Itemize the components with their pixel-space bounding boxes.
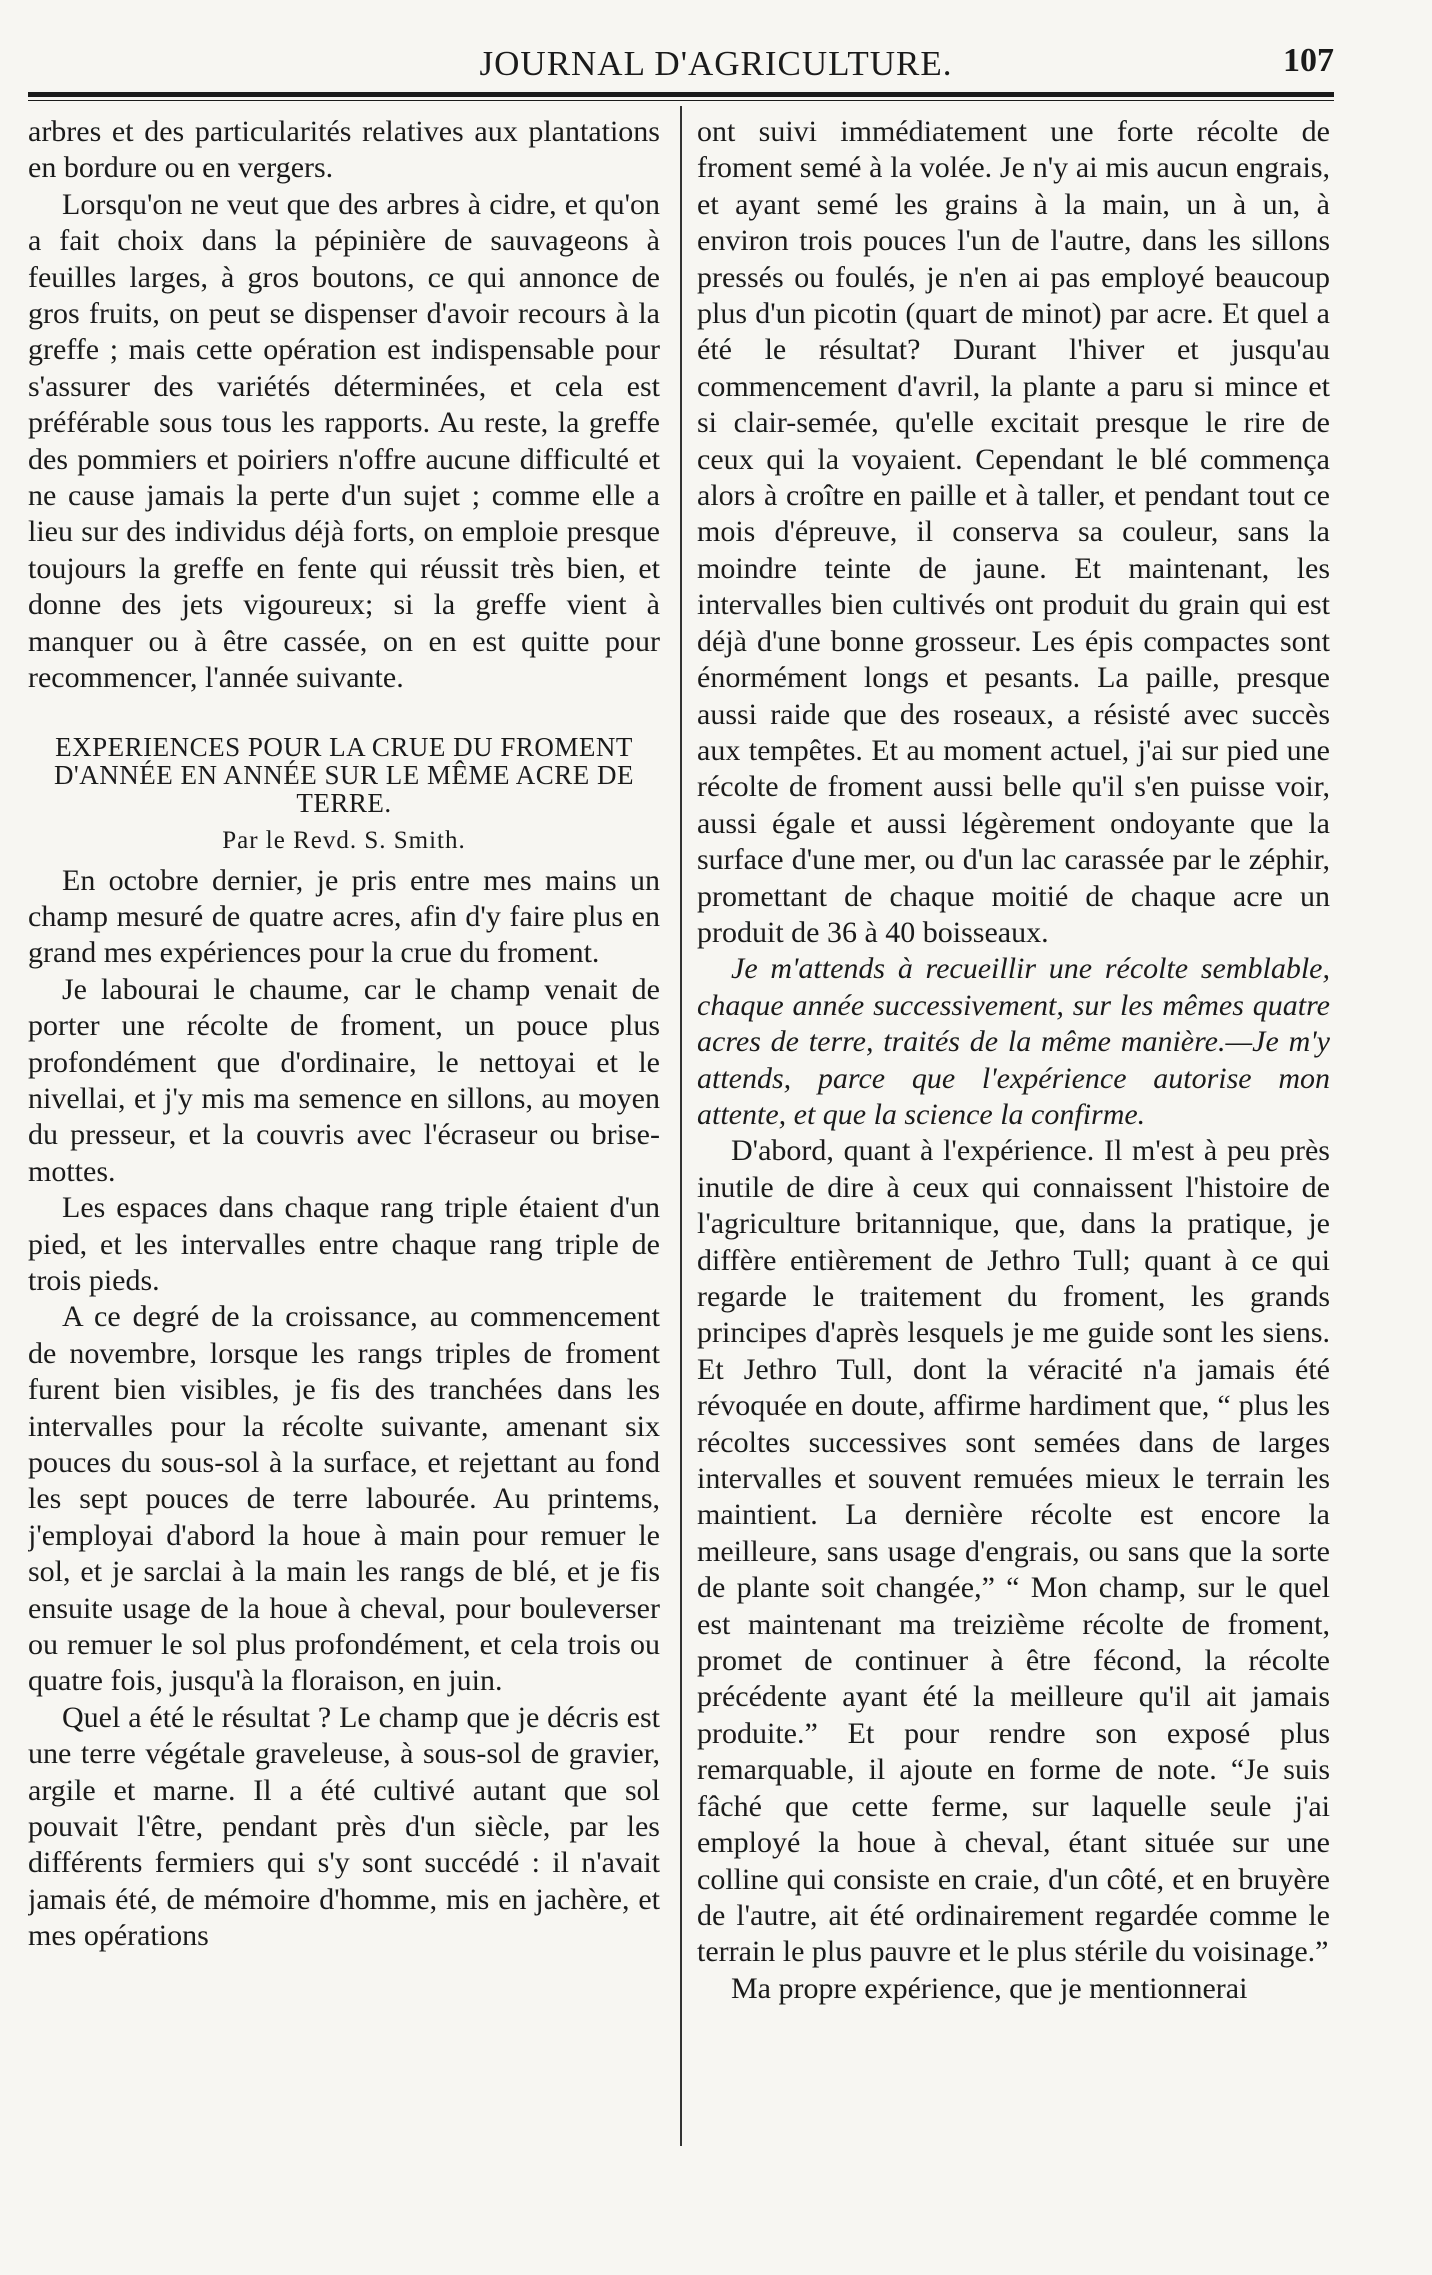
right-column bbox=[697, 114, 1330, 2154]
column-divider bbox=[680, 106, 682, 2146]
header-rule-thick bbox=[28, 92, 1334, 97]
paragraph-experience: D'abord, quant à l'expérience. Il m'est à peu près inutile de dire à ceux qui connaissent l'histoire de l'agriculture britannique, que, dans la pratique, je diffère entièrement de Jethro Tull; quant à ce qui regarde le traitement du froment, les grands principes d'après lesquels je me guide sont les siens. Et Jethro Tull, dont la véracité n'a jamais été révoquée en doute, affirme hardiment que, “ plus les récoltes successives sont semées dans de larges intervalles et souvent remuées mieux le terrain les maintient. La dernière récolte est encore la meilleure, sans usage d'engrais, ou sans que la sorte de plante soit changée,” “ Mon champ, sur le quel est maintenant ma treizième récolte de froment, promet de continuer à être fécond, la récolte précédente ayant été la meilleure qu'il ait jamais produite.” Et pour rendre son exposé plus remarquable, il ajoute en forme de note. “Je suis fâché que cette ferme, sur laquelle seule j'ai employé la houe à cheval, étant située sur une colline qui consiste en craie, d'un côté, et en bruyère de l'autre, ait été ordinairement regardée comme le terrain le plus pauvre et le plus stérile du voisinage.” bbox=[697, 1134, 1330, 1969]
paragraph-espaces: Les espaces dans chaque rang triple étaient d'un pied, et les intervalles entre chaque rang triple de trois pieds. bbox=[28, 1191, 660, 1297]
paragraph-croissance: A ce degré de la croissance, au commencement de novembre, lorsque les rangs triples de froment furent bien visibles, je fis des tranchées dans les intervalles pour la récolte suivante, amenant six pouces du sous-sol à la surface, et rejettant au fond les sept pouces de terre labourée. Au printems, j'employai d'abord la houe à main pour remuer le sol, et je sarclai à la main les rangs de blé, et je fis ensuite usage de la houe à cheval, pour bouleverser ou remuer le sol plus profondément, et cela trois ou quatre fois, jusqu'à la floraison, en juin. bbox=[28, 1300, 660, 1698]
page-number: 107 bbox=[1283, 42, 1334, 79]
paragraph-greffe: Lorsqu'on ne veut que des arbres à cidre, et qu'on a fait choix dans la pépinière de sauvageons à feuilles larges, à gros boutons, ce qui annonce de gros fruits, on peut se dispenser d'avoir recours à la greffe ; mais cette opération est indispensable pour s'assurer des variétés déterminées, et cela est préférable sous tous les rapports. Au reste, la greffe des pommiers et poiriers n'offre aucune difficulté et ne cause jamais la perte d'un sujet ; comme elle a lieu sur des individus déjà forts, on emploie presque toujours la greffe en fente qui réussit très bien, et donne des jets vigoureux; si la greffe vient à manquer ou à être cassée, on en est quitte pour recommencer, l'année suivante. bbox=[28, 187, 660, 695]
section-gap bbox=[28, 697, 660, 733]
paragraph-continued: arbres et des particularités relatives aux plantations en bordure ou en vergers. bbox=[28, 115, 660, 185]
paragraph-resultat: Quel a été le résultat ? Le champ que je décris est une terre végétale graveleuse, à sous-sol de gravier, argile et marne. Il a été cultivé autant que sol pouvait l'être, pendant près d'un siècle, par les différents fermiers qui s'y sont succédé : il n'avait jamais été, de mémoire d'homme, mis en jachère, et mes opérations bbox=[28, 1700, 660, 1953]
article-byline: Par le Revd. S. Smith. bbox=[222, 826, 466, 854]
header-rule-thin bbox=[28, 100, 1334, 101]
paragraph-octobre: En octobre dernier, je pris entre mes mains un champ mesuré de quatre acres, afin d'y faire plus en grand mes expériences pour la crue du froment. bbox=[28, 863, 660, 970]
journal-title: JOURNAL D'AGRICULTURE. bbox=[479, 44, 953, 83]
paragraph-propre-experience: Ma propre expérience, que je mentionnerai bbox=[731, 1971, 1248, 2005]
paragraph-continued-right: ont suivi immédiatement une forte récolte de froment semé à la volée. Je n'y ai mis aucun engrais, et ayant semé les grains à la main, un à un, à environ trois pouces l'un de l'autre, dans les sillons pressés ou foulés, je n'en ai pas employé beaucoup plus d'un picotin (quart de minot) par acre. Et quel a été le résultat? Durant l'hiver et jusqu'au commencement d'avril, la plante a paru si mince et si clair-semée, qu'elle excitait presque le rire de ceux qui la voyaient. Cependant le blé commença alors à croître en paille et à taller, et pendant tout ce mois d'épreuve, il conserva sa couleur, sans la moindre teinte de jaune. Et maintenant, les intervalles bien cultivés ont produit du grain qui est déjà d'une bonne grosseur. Les épis compactes sont énormément longs et pesants. La paille, presque aussi raide que des roseaux, a résisté avec succès aux tempêtes. Et au moment actuel, j'ai sur pied une récolte de froment aussi belle qu'il s'en puisse voir, aussi égale et aussi légèrement ondoyante que la surface d'une mer, ou d'un lac carassée par le zéphir, promettant de chaque moitié de chaque acre un produit de 36 à 40 boisseaux. bbox=[697, 115, 1330, 949]
article-title: EXPERIENCES POUR LA CRUE DU FROMENT D'ANNÉE EN ANNÉE SUR LE MÊME ACRE DE TERRE. bbox=[53, 731, 635, 818]
paragraph-attends: Je m'attends à recueillir une récolte semblable, chaque année successivement, sur les mêmes quatre acres de terre, traités de la même manière.—Je m'y attends, parce que l'expérience autorise mon attente, et que la science la confirme. bbox=[697, 952, 1330, 1131]
running-head bbox=[0, 30, 1432, 90]
paragraph-labourai: Je labourai le chaume, car le champ venait de porter une récolte de froment, un pouce plus profondément que d'ordinaire, le nettoyai et le nivellai, et j'y mis ma semence en sillons, au moyen du presseur, et la couvris avec l'écraseur ou brise-mottes. bbox=[28, 972, 660, 1188]
left-column bbox=[28, 114, 660, 2154]
